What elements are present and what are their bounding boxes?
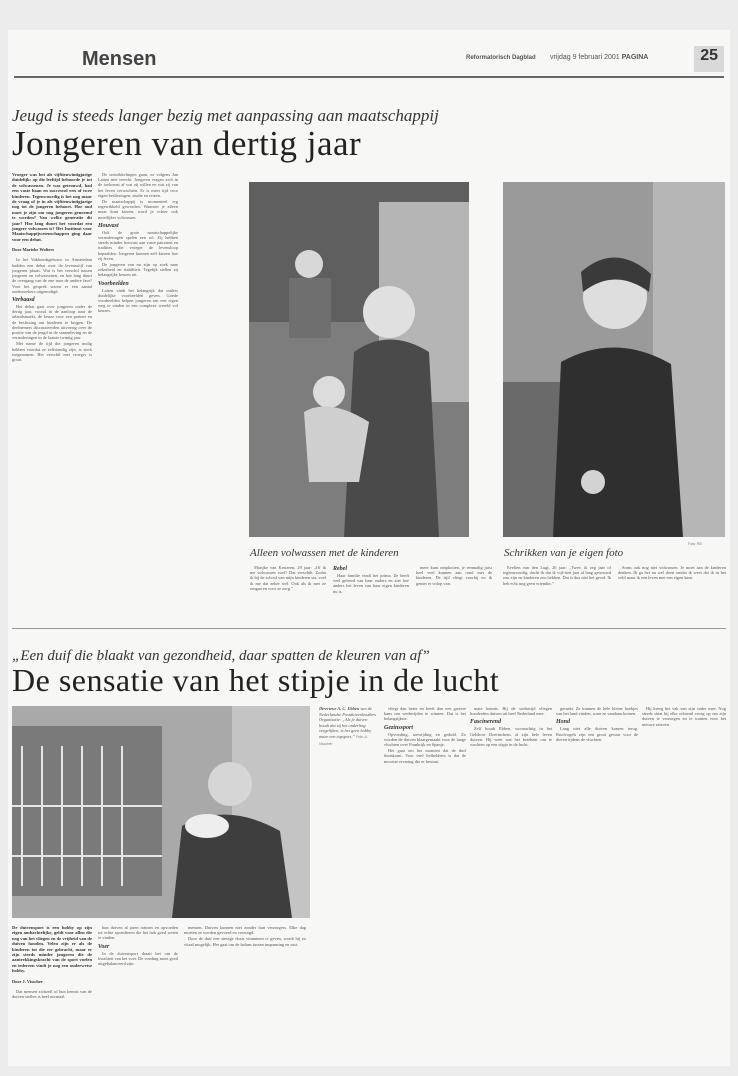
article2-column-4: vliegt dan beter en heeft dan een grotere kans om wedstrijden te winnen. Dat is het belangrijkste. Gezinssport Opvoeding, toewijding en geduld. Zo worden de duiven klaargemaakt voor de lange vluchten over Frankrijk en Spanje. Het gaat om het moment dat de duif thuiskomt. Voor veel liefhebbers is dat de mooiste ervaring die er bestaat.: [384, 706, 466, 764]
article1-headline: Jongeren van dertig jaar: [12, 124, 362, 163]
article2-subhead-2: Voer: [98, 943, 110, 950]
article2-column-7: Hij kreeg het vak van zijn vader mee. Nog steeds staat hij elke ochtend vroeg op om zijn duiven te verzorgen en te trainen voor het nieuwe seizoen.: [642, 706, 726, 727]
photo-pigeon-keeper-image: [12, 706, 310, 918]
article1-byline: Door Marieke Wolters: [12, 247, 55, 253]
article1-photo2-credit: Foto: RD: [688, 542, 703, 546]
article2-byline: Door J. Visscher: [12, 978, 43, 984]
article2-intro: De duivensport is een hobby op zijn eigen ambachtelijke, geldt voor allen die nog van het vliegen en de vrijheid van de duiven houden. Velen zijn er als de kinderen tot die eer gebracht, maar er zijn steeds minder jongeren die de aantrekkingskracht van de sport voelen en iedereen vindt je nog een ouderwetse hobby.: [12, 925, 92, 974]
article2-photo-pigeon-keeper: [12, 706, 310, 918]
article1-subhead-4: Rebel: [333, 566, 347, 572]
article2-subhead-1: Gezinssport: [384, 724, 414, 731]
article1-column-7: Soms ook nog niet volwassen. Je moet aan de kinderen denken. Ik ga het nu wel doen omdat ik weet dat ik in het veld maar ik een leven met een eigen kant.: [618, 565, 726, 581]
article1-column-1: Vroeger was het als vijftienwintigjarige duidelijk: op die leeftijd behoorde je tot de volwassenen. Je was getrouwd, had een vaste baan en succesvol een of twee kinderen. Tegenwoordig is het nog maar de vraag of je in als vijftienwintigjarige nog tot de jongeren behoort. Hoe oud moet je zijn om nog jongeren genoemd te worden? Van welke generatie dit jaar? Hoe lang duurt het voordat een jongere volwassen is? Het Instituut voor Maatschappijwetenschappen ging daar voor een debat. Door Marieke Wolters In het Vakbondsgebouw in Amsterdam hadden een debat over de levensstijl van jongeren plaats. Wat is het verschil tussen jongeren en volwassenen, en hoe lang duurt de overgang van de ene naar de andere fase? Voor het gesprek waren er een aantal onderzoekers uitgenodigd. Verbaasd Het debat gaat over jongeren onder de dertig jaar, vooral in de aanloop naar de arbeidsmarkt, de keuze voor een partner en de beslissing om kinderen te krijgen. De deelnemers discussieerden uitvoerig over de positie van de jeugd in de samenleving en de veranderingen in de laatste twintig jaar. Met name de tijd die jongeren nodig hebben voordat ze zelfstandig zijn, is sterk toegenomen. Het verschil met vroeger is groot.: [12, 172, 92, 362]
article2-subhead-3: Fascinerend: [470, 719, 502, 726]
article1-column-3: Marijke van Kesteren, 29 jaar: „Of ik me volwassen voel? Dat verschilt. Zodra ik bij de school van mijn kinderen sta, voel ik me dat zeker wel. Ook als ik met ze omgaa en voor ze zorg.”: [250, 565, 326, 591]
article-divider: [12, 628, 726, 629]
page-number: 25: [700, 47, 718, 64]
article2-column-6: geraakt. Ze kunnen de hele kleine hoekjes van het land vinden, waar ze vandaan komen. Hond Lang niet alle duiven komen terug. Roofvogels zijn een groot gevaar voor de dieren tijdens de vluchten.: [556, 706, 638, 742]
newspaper-page: [8, 30, 730, 1066]
article1-photo-mother-children: [249, 182, 469, 537]
article1-kicker: Jeugd is steeds langer bezig met aanpassing aan maatschappij: [12, 106, 439, 125]
article1-column-5: meer kunt ontplooien, je eenmalig juist heel veel kunnen aan rond met de kinderen. De tijd vliegt voorbij en ik geniet er volop van.: [416, 565, 492, 586]
article2-column-5: mate kennis. Bij de wedstrijd vliegen honderden duiven uit heel Nederland mee. Fascinerend Zelf houdt Ebben, woonachtig in het Gelderse Doetinchem, al zijn hele leven duiven. Hij weet wat het betekent om te wachten op een stipje in de lucht.: [470, 706, 552, 748]
photo-young-woman-image: [503, 182, 725, 537]
article1-photo2-caption: Schrikken van je eigen foto: [504, 547, 624, 559]
article1-subhead-3: Voorbeelden: [98, 280, 129, 287]
article1-photo-young-woman: [503, 182, 725, 537]
section-title: Mensen: [82, 48, 157, 70]
article1-photo1-caption: Alleen volwassen met de kinderen: [250, 547, 399, 559]
article2-column-1: De duivensport is een hobby op zijn eigen ambachtelijke, geldt voor allen die nog van het vliegen en de vrijheid van de duiven houden. Velen zijn er als de kinderen tot die eer gebracht, maar er zijn steeds minder jongeren die de aantrekkingskracht van de sport voelen en iedereen vindt je nog een ouderwetse hobby. Door J. Visscher Dat mensen zichzelf of hun kennis van de duiven stellen is heel normaal.: [12, 925, 92, 1000]
photo-note-name: Directeur A. C. Ebben: [319, 706, 360, 711]
article2-photo-credit: Foto: A. Visscher: [319, 734, 368, 746]
photo-mother-children-image: [249, 182, 469, 537]
article1-subhead-2: Houvast: [98, 222, 119, 229]
photo-note-text: van de Nederlandse Postduivenhouders Organisatie: „Als je duiven houdt dat zij het onderling vergelijken, is het geen hobby maar een topsport.”: [319, 706, 376, 739]
page-header: [14, 46, 724, 78]
article2-photo-note: [319, 706, 377, 826]
article1-column-4: Rebel Haar familie vindt het prima. Ze heeft veel geleerd van haar ouders en ziet hoe anders het leven van haar eigen kinderen nu is.: [333, 566, 409, 594]
article2-headline: De sensatie van het stipje in de lucht: [12, 662, 500, 698]
article1-subhead-1: Verbaasd: [12, 296, 35, 303]
article2-subhead-4: Hond: [556, 719, 571, 726]
article2-column-2: hun duiven al jaren trainen en opvoeden tot echte sportdieren die het hok goed weten te vinden. Voer In de duivensport draait het om de kwaliteit van het voer. De voeding moet goed uitgebalanceerd zijn.: [98, 925, 178, 967]
article2-column-3: mensen. Duiven kunnen niet zonder hun verzorgers. Elke dag moeten ze worden gevoerd en verzorgd. Door de duif een stevige dosis vitaminen te geven, wordt hij zo vitaal mogelijk. Het gaat om de balans tussen inspanning en rust.: [184, 925, 306, 947]
article2-kicker: „Een duif die blaakt van gezondheid, daar spatten de kleuren van af”: [12, 648, 430, 664]
article1-column-2: De ontwikkelingen gaan, zo volgens Jan Latten niet terecht. Jongeren vragen zich in de toekomst af wat zij willen en wat zij van het leven verwachten. Er is meer tijd voor eigen beslissingen, studie en reizen. De maatschappij is momenteel erg ingewikkeld geworden. Wanneer je alleen maar kunt kiezen, word je echter ook moeilijker volwassen. Houvast Ook de grote maatschappelijke veranderingen spelen een rol. Zij hebben steeds minder houvast aan vaste patronen en tradities die vroeger de levensloop bepaalden. Jongeren kunnen zelf kiezen hoe zij leven. De jongeren van nu zijn op zoek naar zekerheid en stabiliteit. Tegelijk stellen zij belangrijke keuzes uit. Voorbeelden Latten vindt het belangrijk dat ouders duidelijke voorbeelden geven. Goede voorbeelden helpen jongeren om een eigen weg te vinden in een complexe wereld vol keuzes.: [98, 172, 178, 314]
article1-intro: Vroeger was het als vijftienwintigjarige duidelijk: op die leeftijd behoorde je tot de volwassenen. Je was getrouwd, had een vaste baan en succesvol een of twee kinderen. Tegenwoordig is het nog maar de vraag of je in als vijftienwintigjarige nog tot de jongeren behoort. Hoe oud moet je zijn om nog jongeren genoemd te worden? Van welke generatie dit jaar? Hoe lang duurt het voordat een jongere volwassen is? Het Instituut voor Maatschappijwetenschappen ging daar voor een debat.: [12, 172, 92, 242]
article1-column-6: Evelien van den Lugt, 26 jaar: „Twee, ik zeg jaar of tegenwoordig, dacht ik dat ik vijf-tien jaar al lang getrouwd zou zijn en kinderen zou hebben. Dat is dus niet het geval. Ik heb echt nog geen vriendin.”: [503, 565, 611, 586]
newspaper-name: Reformatorisch Dagblad: [466, 55, 536, 61]
issue-date: vrijdag 9 februari 2001 PAGINA: [550, 54, 649, 61]
